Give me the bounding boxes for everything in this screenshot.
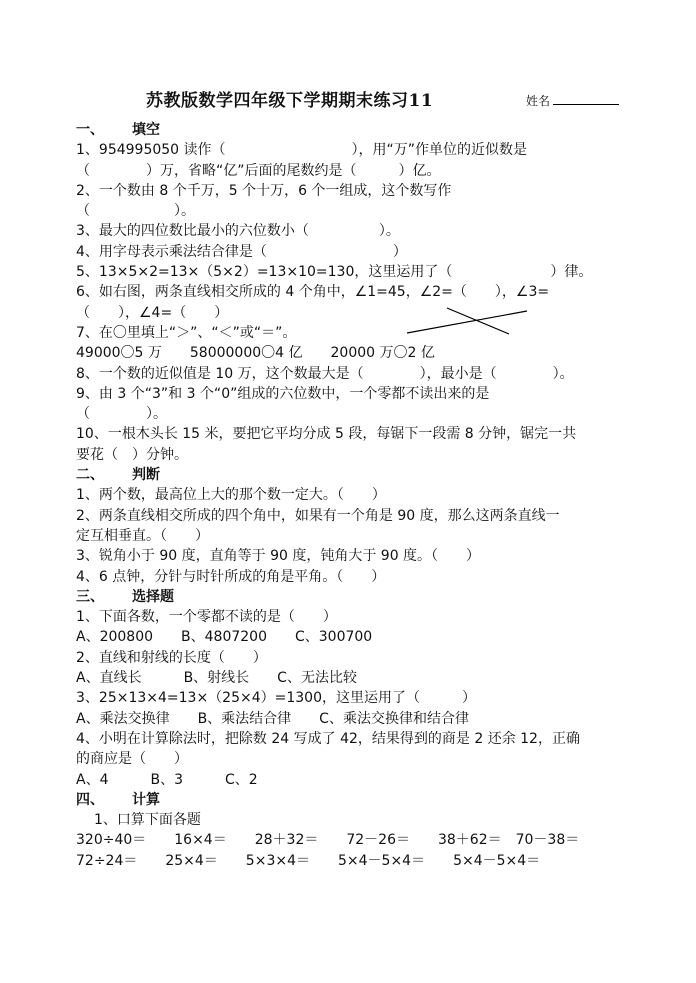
question-line: 7、在〇里填上“＞”、“＜”或“＝”。 bbox=[76, 324, 297, 341]
question-line: 2、直线和射线的长度（ ） bbox=[76, 649, 267, 666]
section-number: 二、 bbox=[76, 467, 104, 484]
section-number: 一、 bbox=[76, 122, 104, 138]
question-line: （ ），∠4=（ ） bbox=[76, 304, 229, 321]
question-line: 5、13×5×2=13×（5×2）=13×10=130，这里运用了（ ）律。 bbox=[76, 264, 593, 281]
question-line: 6、如右图，两条直线相交所成的 4 个角中，∠1=45，∠2=（ ），∠3= bbox=[76, 284, 550, 301]
question-line: 1、口算下面各题 bbox=[94, 812, 201, 829]
name-label: 姓名 bbox=[526, 94, 551, 108]
question-line: 1、下面各数，一个零都不读的是（ ） bbox=[76, 609, 337, 626]
worksheet-content bbox=[76, 120, 624, 871]
name-input-line[interactable] bbox=[553, 104, 619, 105]
page-title: 苏教版数学四年级下学期期末练习11 bbox=[146, 91, 434, 111]
question-line: 定互相垂直。（ ） bbox=[76, 527, 209, 544]
question-line: 1、两个数，最高位上大的那个数一定大。（ ） bbox=[76, 487, 386, 504]
question-line: 9、由 3 个“3”和 3 个“0”组成的六位数中，一个零都不读出来的是 bbox=[76, 385, 490, 402]
question-line: （ ）万，省略“亿”后面的尾数约是（ ）亿。 bbox=[76, 162, 441, 179]
question-line: 4、用字母表示乘法结合律是（ ） bbox=[76, 243, 407, 260]
section-heading bbox=[76, 587, 624, 607]
question-line: 8、一个数的近似值是 10 万，这个数最大是（ ），最小是（ ）。 bbox=[76, 365, 574, 382]
question-line: 要花（ ）分钟。 bbox=[76, 446, 188, 463]
section-heading bbox=[76, 120, 624, 140]
question-line: A、直线长 B、射线长 C、无法比较 bbox=[76, 670, 357, 687]
section-label: 选择题 bbox=[132, 588, 174, 605]
section-heading bbox=[76, 465, 624, 485]
question-line: 10、一根木头长 15 米，要把它平均分成 5 段，每锯下一段需 8 分钟，锯完一共 bbox=[76, 426, 577, 443]
question-line: 4、小明在计算除法时，把除数 24 写成了 42，结果得到的商是 2 还余 12，正确 bbox=[76, 730, 580, 747]
question-line: 1、954995050 读作（ ），用“万”作单位的近似数是 bbox=[76, 142, 528, 159]
section-number: 四、 bbox=[76, 791, 104, 808]
question-line: （ ）。 bbox=[76, 203, 195, 220]
question-line: 的商应是（ ） bbox=[76, 751, 188, 768]
question-line: （ ）。 bbox=[76, 406, 167, 423]
question-line: 4、6 点钟，分针与时针所成的角是平角。（ ） bbox=[76, 568, 386, 585]
question-line: 49000〇5 万 58000000〇4 亿 20000 万〇2 亿 bbox=[76, 345, 435, 362]
question-line: 2、一个数由 8 个千万，5 个十万，6 个一组成，这个数写作 bbox=[76, 182, 452, 199]
question-line: 3、锐角小于 90 度，直角等于 90 度，钝角大于 90 度。（ ） bbox=[76, 548, 481, 565]
question-line: 3、最大的四位数比最小的六位数小（ ）。 bbox=[76, 223, 400, 240]
section-label: 填空 bbox=[132, 122, 160, 138]
section-label: 计算 bbox=[132, 791, 160, 808]
question-line: 2、两条直线相交所成的四个角中，如果有一个角是 90 度，那么这两条直线一 bbox=[76, 507, 560, 524]
question-line: 72÷24＝ 25×4＝ 5×3×4＝ 5×4－5×4＝ 5×4－5×4＝ bbox=[76, 852, 541, 869]
section-label: 判断 bbox=[132, 467, 160, 484]
question-line: A、200800 B、4807200 C、300700 bbox=[76, 629, 373, 646]
section-number: 三、 bbox=[76, 588, 104, 605]
section-heading bbox=[76, 790, 624, 810]
question-line: 320÷40＝ 16×4＝ 28＋32＝ 72－26＝ 38＋62＝ 70－38＝ bbox=[76, 832, 580, 849]
question-line: 3、25×13×4=13×（25×4）=1300，这里运用了（ ） bbox=[76, 690, 476, 707]
question-line: A、乘法交换律 B、乘法结合律 C、乘法交换律和结合律 bbox=[76, 710, 469, 727]
question-line: A、4 B、3 C、2 bbox=[76, 771, 258, 788]
